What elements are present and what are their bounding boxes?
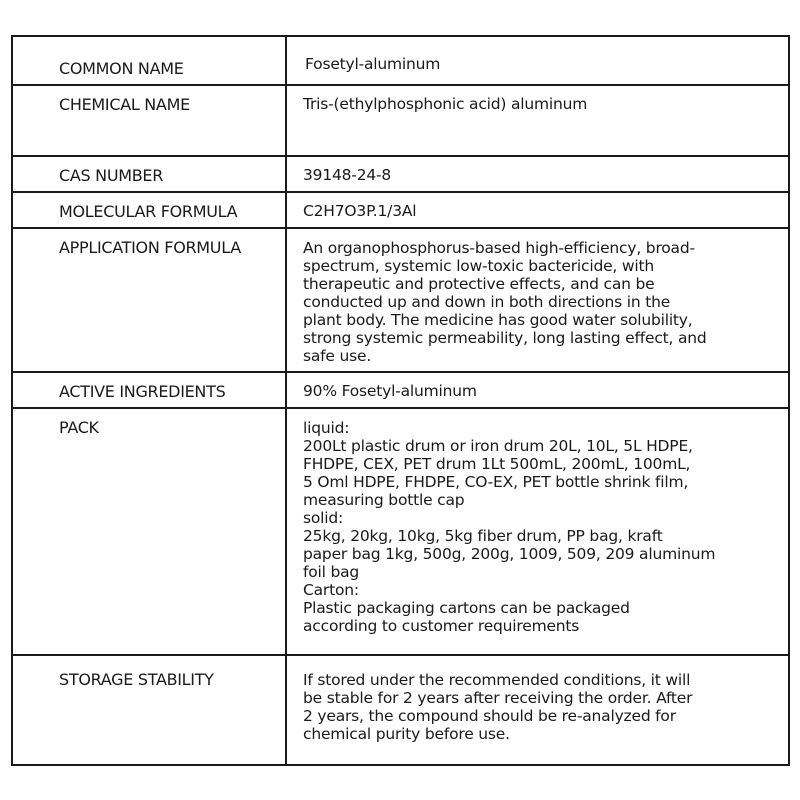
- row-chemical-name: [13, 86, 788, 157]
- text-line: If stored under the recommended conditions, it will: [303, 671, 691, 689]
- text-line: measuring bottle cap: [303, 491, 465, 509]
- active-ingredients-label: ACTIVE INGREDIENTS: [59, 382, 226, 401]
- text-line: safe use.: [303, 347, 372, 365]
- pack-value: [303, 419, 765, 635]
- text-line: chemical purity before use.: [303, 725, 510, 743]
- chemical-name-value: Tris-(ethylphosphonic acid) aluminum: [303, 95, 588, 113]
- text-line: plant body. The medicine has good water solubility,: [303, 311, 693, 329]
- row-storage-stability: [13, 656, 788, 764]
- text-line: FHDPE, CEX, PET drum 1Lt 500mL, 200mL, 100mL,: [303, 455, 691, 473]
- row-active-ingredients: [13, 373, 788, 409]
- common-name-label: COMMON NAME: [59, 59, 184, 78]
- row-pack: [13, 409, 788, 656]
- text-line: therapeutic and protective effects, and can be: [303, 275, 655, 293]
- text-line: Carton:: [303, 581, 359, 599]
- text-line: spectrum, systemic low-toxic bactericide, with: [303, 257, 654, 275]
- text-line: paper bag 1kg, 500g, 200g, 1009, 509, 209 aluminum: [303, 545, 716, 563]
- text-line: 25kg, 20kg, 10kg, 5kg fiber drum, PP bag, kraft: [303, 527, 663, 545]
- text-line: foil bag: [303, 563, 360, 581]
- common-name-value: Fosetyl-aluminum: [305, 55, 441, 73]
- storage-stability-value: [303, 671, 765, 743]
- text-line: 5 Oml HDPE, FHDPE, CO-EX, PET bottle shrink film,: [303, 473, 689, 491]
- specification-table: [11, 35, 790, 766]
- application-formula-label: APPLICATION FORMULA: [59, 238, 241, 257]
- text-line: be stable for 2 years after receiving the order. After: [303, 689, 693, 707]
- text-line: An organophosphorus-based high-efficiency, broad-: [303, 239, 695, 257]
- storage-stability-label: STORAGE STABILITY: [59, 670, 214, 689]
- molecular-formula-value: C2H7O3P.1/3Al: [303, 202, 417, 220]
- text-line: conducted up and down in both directions in the: [303, 293, 671, 311]
- text-line: according to customer requirements: [303, 617, 580, 635]
- row-molecular-formula: [13, 193, 788, 229]
- cas-number-label: CAS NUMBER: [59, 166, 164, 185]
- row-application-formula: [13, 229, 788, 373]
- application-formula-value: [303, 239, 765, 365]
- text-line: 200Lt plastic drum or iron drum 20L, 10L, 5L HDPE,: [303, 437, 693, 455]
- molecular-formula-label: MOLECULAR FORMULA: [59, 202, 238, 221]
- text-line: 2 years, the compound should be re-analyzed for: [303, 707, 676, 725]
- row-cas-number: [13, 157, 788, 193]
- pack-label: PACK: [59, 418, 99, 437]
- text-line: liquid:: [303, 419, 350, 437]
- active-ingredients-value: 90% Fosetyl-aluminum: [303, 382, 477, 400]
- text-line: strong systemic permeability, long lasting effect, and: [303, 329, 707, 347]
- chemical-name-label: CHEMICAL NAME: [59, 95, 190, 114]
- cas-number-value: 39148-24-8: [303, 166, 392, 184]
- text-line: solid:: [303, 509, 344, 527]
- row-common-name: [13, 37, 788, 86]
- text-line: Plastic packaging cartons can be packaged: [303, 599, 630, 617]
